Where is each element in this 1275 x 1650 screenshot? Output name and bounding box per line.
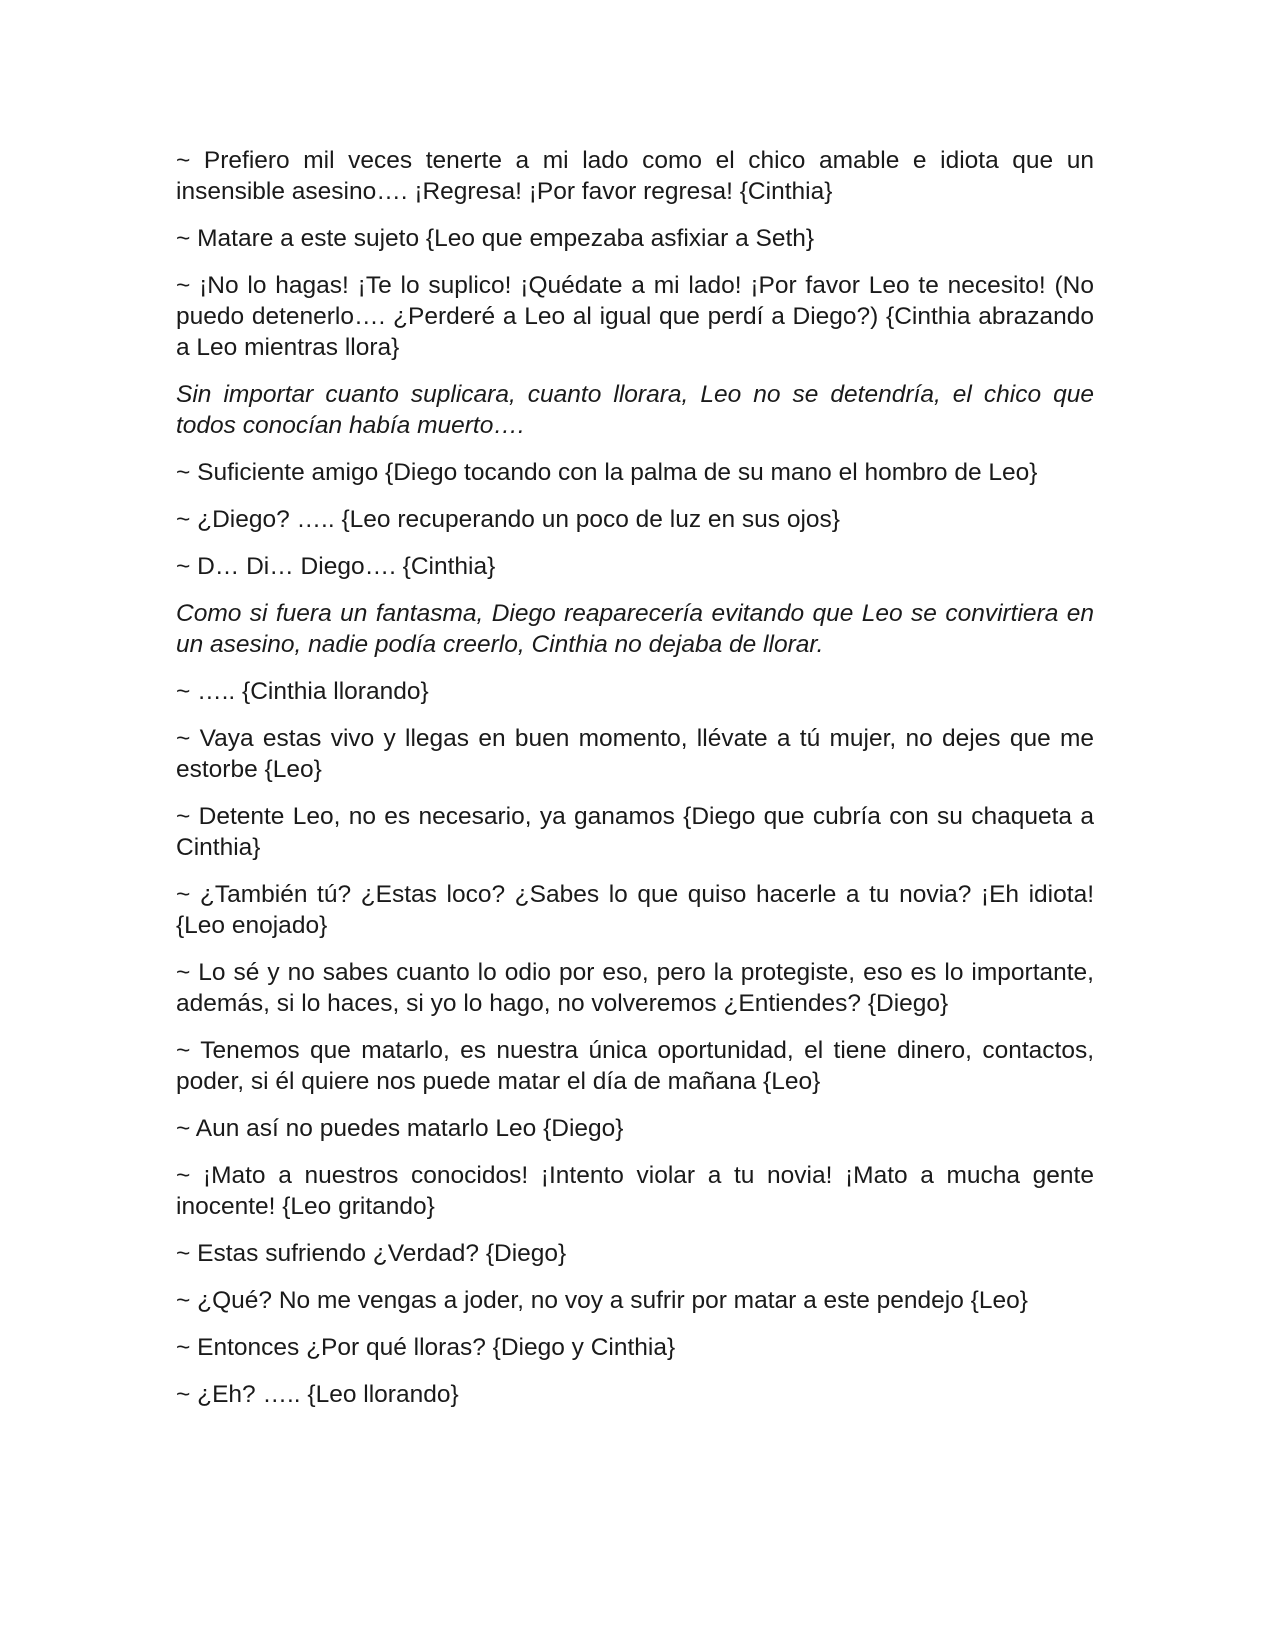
dialogue-paragraph: ~ Aun así no puedes matarlo Leo {Diego} [176, 1115, 624, 1142]
dialogue-paragraph: ~ ….. {Cinthia llorando} [176, 678, 429, 705]
dialogue-paragraph: ~ D… Di… Diego…. {Cinthia} [176, 553, 496, 580]
dialogue-paragraph: ~ Lo sé y no sabes cuanto lo odio por eso, pero la protegiste, eso es lo importante, además, si lo haces, si yo lo hago, no volveremos ¿Entiendes? {Diego} [176, 959, 1094, 1017]
dialogue-paragraph: ~ Vaya estas vivo y llegas en buen momento, llévate a tú mujer, no dejes que me estorbe {Leo} [176, 725, 1094, 783]
dialogue-paragraph: ~ Tenemos que matarlo, es nuestra única oportunidad, el tiene dinero, contactos, poder, si él quiere nos puede matar el día de mañana {Leo} [176, 1037, 1094, 1095]
dialogue-paragraph: ~ Detente Leo, no es necesario, ya ganamos {Diego que cubría con su chaqueta a Cinthia} [176, 803, 1094, 861]
dialogue-paragraph: ~ ¿También tú? ¿Estas loco? ¿Sabes lo que quiso hacerle a tu novia? ¡Eh idiota! {Leo enojado} [176, 881, 1094, 939]
dialogue-paragraph: ~ ¿Qué? No me vengas a joder, no voy a sufrir por matar a este pendejo {Leo} [176, 1287, 1028, 1314]
dialogue-paragraph: ~ ¿Eh? ….. {Leo llorando} [176, 1381, 459, 1408]
dialogue-paragraph: ~ Matare a este sujeto {Leo que empezaba asfixiar a Seth} [176, 225, 815, 252]
dialogue-paragraph: ~ ¡Mato a nuestros conocidos! ¡Intento violar a tu novia! ¡Mato a mucha gente inocente! {Leo gritando} [176, 1162, 1094, 1220]
narration-paragraph: Sin importar cuanto suplicara, cuanto llorara, Leo no se detendría, el chico que todos conocían había muerto…. [176, 381, 1094, 439]
dialogue-paragraph: ~ ¿Diego? ….. {Leo recuperando un poco de luz en sus ojos} [176, 506, 840, 533]
dialogue-paragraph: ~ Entonces ¿Por qué lloras? {Diego y Cinthia} [176, 1334, 676, 1361]
dialogue-paragraph: ~ ¡No lo hagas! ¡Te lo suplico! ¡Quédate a mi lado! ¡Por favor Leo te necesito! (No puedo detenerlo…. ¿Perderé a Leo al igual que perdí a Diego?) {Cinthia abrazando a Leo mientras llora} [176, 272, 1094, 361]
dialogue-paragraph: ~ Prefiero mil veces tenerte a mi lado como el chico amable e idiota que un insensible asesino…. ¡Regresa! ¡Por favor regresa! {Cinthia} [176, 147, 1094, 205]
dialogue-paragraph: ~ Suficiente amigo {Diego tocando con la palma de su mano el hombro de Leo} [176, 459, 1038, 486]
dialogue-paragraph: ~ Estas sufriendo ¿Verdad? {Diego} [176, 1240, 567, 1267]
narration-paragraph: Como si fuera un fantasma, Diego reaparecería evitando que Leo se convirtiera en un asesino, nadie podía creerlo, Cinthia no dejaba de llorar. [176, 600, 1094, 658]
document-page [176, 145, 1094, 1426]
